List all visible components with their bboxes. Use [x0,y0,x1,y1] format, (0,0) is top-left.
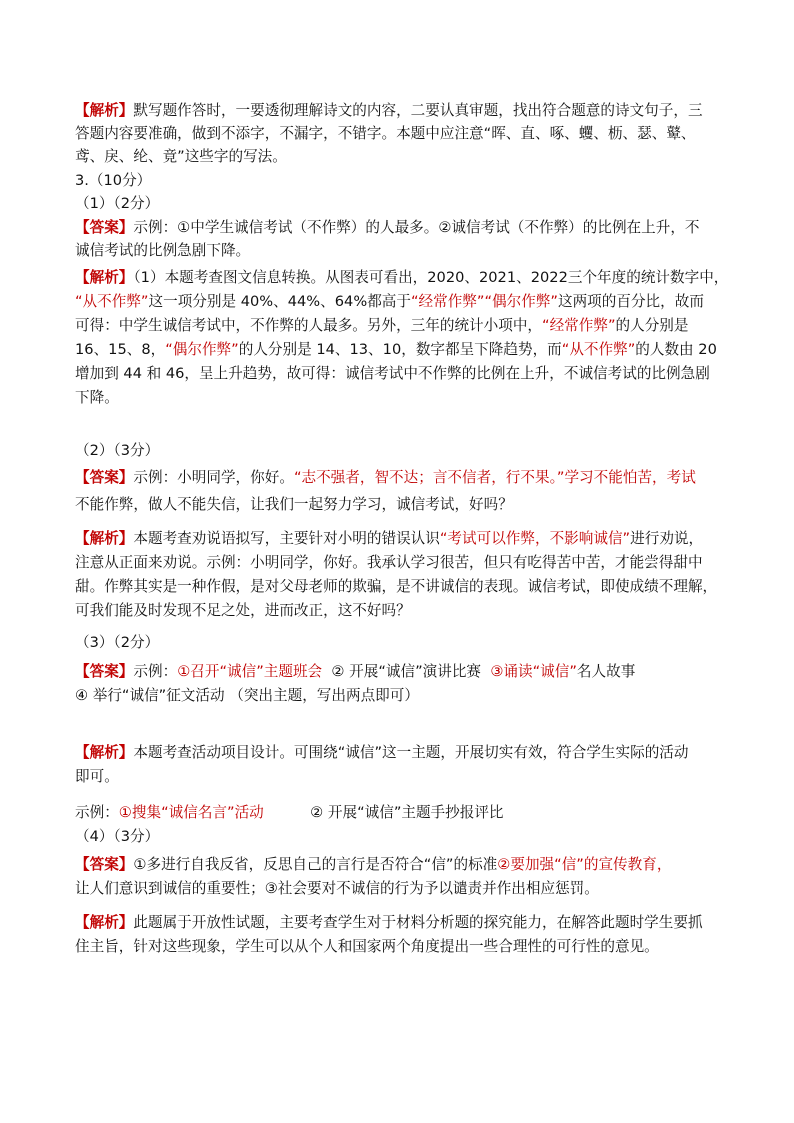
highlight-text: “经常作弊” [542,317,616,334]
highlight-text: “经常作弊”“偶尔作弊” [410,293,558,310]
highlight-text: “偶尔作弊” [165,341,239,358]
sub-question-heading: （4）（3分） [75,828,160,845]
highlight-text: “志不强者，智不达；言不信者，行不果。”学习不能怕苦，考试 [293,469,696,486]
text-line: 住主旨，针对这些现象，学生可以从个人和国家两个角度提出一些合理性的可行性的意见。 [75,938,659,955]
text-line: 【解析】此题属于开放性试题，主要考查学生对于材料分析题的探究能力，在解答此题时学生要抓 [75,914,703,931]
text-line: 16、15、8，“偶尔作弊”的人分别是 14、13、10，数字都呈下降趋势，而“从不作弊”的人数由 20 [75,341,717,358]
highlight-text: ③诵读“诚信” [490,663,577,680]
text-line: 可我们能及时发现不足之处，进而改正，这不好吗？ [75,602,411,619]
answer-tag: 【答案】 [75,219,134,236]
text-line: 即可。 [75,768,119,785]
text-line: 甜。作弊其实是一种作假，是对父母老师的欺骗，是不讲诚信的表现。诚信考试，即使成绩不理解， [75,578,718,595]
analysis-tag: 【解析】 [75,102,134,119]
text-line: 注意从正面来劝说。示例：小明同学，你好。我承认学习很苦，但只有吃得苦中苦，才能尝得甜中 [75,554,703,571]
text-line: 【解析】（1）本题考查图文信息转换。从图表可看出，2020、2021、2022三个年度的统计数字中， [75,269,729,286]
text-line: 答题内容要准确，做到不添字，不漏字，不错字。本题中应注意“晖、直、啄、蠼、枥、瑟、鼙、 [75,125,696,142]
analysis-tag: 【解析】 [75,530,134,547]
analysis-tag: 【解析】 [75,269,134,286]
answer-tag: 【答案】 [75,856,134,873]
text-line: 让人们意识到诚信的重要性；③社会要对不诚信的行为予以谴责并作出相应惩罚。 [75,880,599,897]
sub-question-heading: （2）（3分） [75,442,160,459]
text-line: 【答案】①多进行自我反省，反思自己的言行是否符合“信”的标准②要加强“信”的宣传教育， [75,856,672,873]
highlight-text: ①搜集“诚信名言”活动 [118,804,264,821]
text-line: 不能作弊，做人不能失信，让我们一起努力学习，诚信考试，好吗？ [75,496,513,513]
text-line: ④ 举行“诚信”征文活动 （突出主题，写出两点即可） [75,687,419,704]
text-line: 【答案】示例：①召开“诚信”主题班会 ② 开展“诚信”演讲比赛 ③诵读“诚信”名人故事 [75,663,636,680]
highlight-text: ②要加强“信”的宣传教育， [497,856,672,873]
text-line: 可得：中学生诚信考试中，不作弊的人最多。另外，三年的统计小项中，“经常作弊”的人分别是 [75,317,689,334]
text-line: 诚信考试的比例急剧下降。 [75,242,251,259]
answer-tag: 【答案】 [75,663,134,680]
highlight-text: “从不作弊” [75,293,149,310]
text-line: 示例：①搜集“诚信名言”活动 ② 开展“诚信”主题手抄报评比 [75,804,504,821]
text-line: 鸢、戾、纶、竟”这些字的写法。 [75,148,287,165]
text-line: “从不作弊”这一项分别是 40%、44%、64%都高于“经常作弊”“偶尔作弊”这两项的百分比，故而 [75,293,704,310]
text-line: 【解析】本题考查劝说语拟写，主要针对小明的错误认识“考试可以作弊，不影响诚信”进行劝说， [75,530,704,547]
analysis-tag: 【解析】 [75,914,134,931]
text-line: 【答案】示例：①中学生诚信考试（不作弊）的人最多。②诚信考试（不作弊）的比例在上升，不 [75,219,700,236]
highlight-text: “考试可以作弊，不影响诚信” [439,530,631,547]
sub-question-heading: （1）（2分） [75,195,160,212]
highlight-text: ①召开“诚信”主题班会 [177,663,323,680]
text-line: 增加到 44 和 46，呈上升趋势，故可得：诚信考试中不作弊的比例在上升，不诚信考试的比例急剧 [75,365,710,382]
text-line: 【解析】本题考查活动项目设计。可围绕“诚信”这一主题，开展切实有效，符合学生实际的活动 [75,744,689,761]
question-number: 3.（10分） [75,172,152,189]
sub-question-heading: （3）（2分） [75,634,160,651]
text-line: 【解析】默写题作答时，一要透彻理解诗文的内容，二要认真审题，找出符合题意的诗文句子，三 [75,102,703,119]
text-line: 下降。 [75,389,119,406]
highlight-text: “从不作弊” [561,341,636,358]
analysis-tag: 【解析】 [75,744,134,761]
text-line: 【答案】示例：小明同学，你好。“志不强者，智不达；言不信者，行不果。”学习不能怕苦，考试 [75,469,696,486]
answer-tag: 【答案】 [75,469,134,486]
